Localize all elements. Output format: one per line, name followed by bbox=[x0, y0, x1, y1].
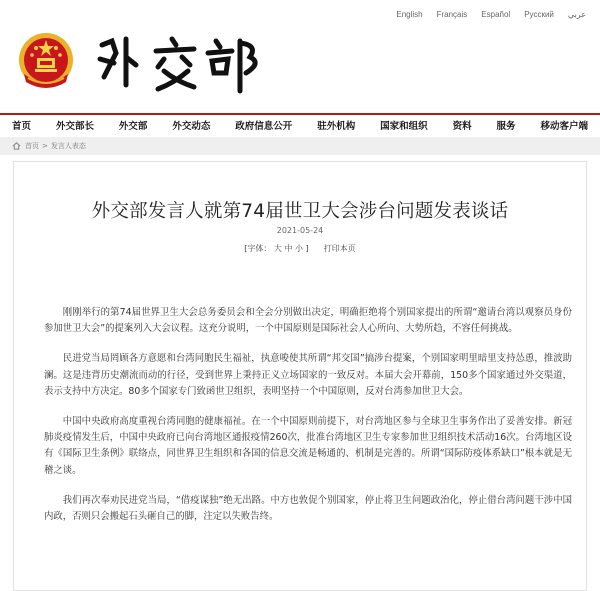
article-paragraph: 民进党当局罔顾各方意愿和台湾同胞民生福祉，执意唆使其所谓“邦交国”搞涉台提案，个别国家明里暗里支持怂恿，推波助澜。这是违背历史潮流而动的行径，受到世界上秉持正义立场国家的一致反对。本届大会开幕前，150多个国家通过外交渠道，表示支持中方决定。80多个国家专门致函世卫组织，表明坚持一个中国原则，反对台湾参加世卫大会。 bbox=[44, 353, 572, 397]
nav-item-services[interactable]: 服务 bbox=[496, 121, 516, 132]
site-logo-calligraphy[interactable] bbox=[90, 33, 270, 95]
article-tools bbox=[0, 243, 600, 254]
lang-russian[interactable]: Русский bbox=[524, 10, 554, 19]
main-nav bbox=[0, 113, 600, 135]
lang-english[interactable]: English bbox=[396, 10, 423, 19]
nav-item-mobile[interactable]: 移动客户端 bbox=[540, 121, 588, 132]
breadcrumb-section[interactable]: 发言人表态 bbox=[50, 142, 86, 150]
font-size-medium[interactable]: 中 bbox=[284, 244, 293, 253]
font-size-small[interactable]: 小 bbox=[295, 244, 303, 253]
nav-item-gov-info[interactable]: 政府信息公开 bbox=[235, 121, 293, 132]
language-switcher bbox=[396, 10, 586, 19]
nav-item-minister[interactable]: 外交部长 bbox=[55, 121, 94, 132]
home-icon bbox=[12, 142, 21, 150]
font-size-close: ] bbox=[305, 244, 309, 253]
national-emblem-icon[interactable] bbox=[16, 30, 76, 96]
lang-arabic[interactable]: عربي bbox=[567, 10, 586, 19]
nav-item-ministry[interactable]: 外交部 bbox=[118, 121, 148, 132]
article-paragraph: 刚刚举行的第74届世界卫生大会总务委员会和全会分别做出决定，明确拒绝将个别国家提出的所谓“邀请台湾以观察员身份参加世卫大会”的提案列入大会议程。这充分说明，一个中国原则是国际社会人心所向、大势所趋，不容任何挑战。 bbox=[44, 307, 572, 335]
breadcrumb-separator: > bbox=[42, 142, 48, 150]
breadcrumb-home[interactable]: 首页 bbox=[25, 142, 39, 150]
breadcrumb bbox=[0, 137, 600, 155]
nav-item-home[interactable]: 首页 bbox=[12, 121, 32, 132]
font-size-large[interactable]: 大 bbox=[273, 244, 282, 253]
lang-spanish[interactable]: Español bbox=[481, 10, 511, 19]
lang-french[interactable]: Français bbox=[436, 10, 468, 19]
article-date: 2021-05-24 bbox=[276, 226, 324, 235]
nav-item-resources[interactable]: 资料 bbox=[452, 121, 472, 132]
article-paragraph: 中国中央政府高度重视台湾同胞的健康福祉。在一个中国原则前提下，对台湾地区参与全球卫生事务作出了妥善安排。新冠肺炎疫情发生后，中国中央政府已向台湾地区通报疫情260次，批准台湾地区卫生专家参加世卫组织技术活动16次。台湾地区设有《国际卫生条例》联络点，同世界卫生组织和各国的信息交流是畅通的、机制是完善的。所谓“国际防疫体系缺口”根本就是无稽之谈。 bbox=[44, 416, 573, 476]
nav-item-countries[interactable]: 国家和组织 bbox=[380, 121, 428, 132]
article-paragraph: 我们再次奉劝民进党当局，“借疫谋独”绝无出路。中方也敦促个别国家，停止将卫生问题政治化，停止借台湾问题干涉中国内政，否则只会搬起石头砸自己的脚，注定以失败告终。 bbox=[44, 494, 572, 523]
font-size-label: [字体： bbox=[244, 244, 272, 253]
nav-item-diplomatic-news[interactable]: 外交动态 bbox=[172, 121, 211, 132]
article-title: 外交部发言人就第74届世卫大会涉台问题发表谈话 bbox=[91, 201, 509, 223]
print-link[interactable]: 打印本页 bbox=[323, 244, 356, 253]
article-body bbox=[44, 305, 572, 539]
nav-item-missions[interactable]: 驻外机构 bbox=[317, 121, 356, 132]
